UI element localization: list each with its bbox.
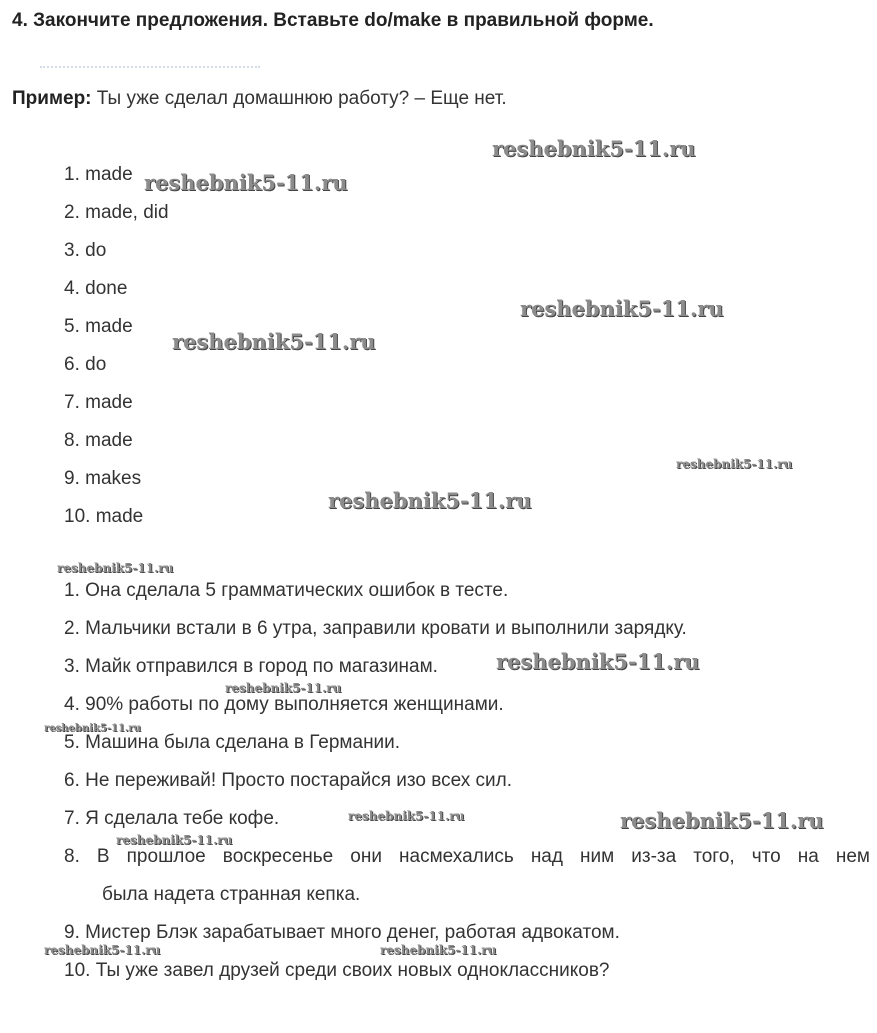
watermark: reshebnik5-11.ru (44, 723, 141, 734)
translation-item (64, 846, 870, 906)
translation-item: 2. Мальчики встали в 6 утра, заправили кровати и выполнили зарядку. (64, 618, 687, 639)
translation-item: 6. Не переживай! Просто постарайся изо всех сил. (64, 770, 513, 791)
answer-item: 5. made (64, 316, 133, 337)
watermark: reshebnik5-11.ru (172, 329, 376, 354)
translation-continuation: была надета странная кепка. (102, 884, 361, 905)
watermark: reshebnik5-11.ru (225, 681, 342, 695)
translation-item: 10. Ты уже завел друзей среди своих новых одноклассников? (64, 960, 610, 981)
exercise-title: 4. Закончите предложения. Вставьте do/make в правильной форме. (12, 10, 654, 31)
answer-item: 10. made (64, 506, 144, 527)
translation-item: 9. Мистер Блэк зарабатывает много денег, работая адвокатом. (64, 922, 620, 943)
answer-item: 3. do (64, 240, 107, 261)
watermark: reshebnik5-11.ru (496, 649, 700, 674)
translations-list (64, 580, 870, 998)
translation-line: 8. В прошлое воскресенье они насмехались над ним из-за того, что на нем (64, 846, 870, 867)
answers-list (64, 164, 169, 544)
answer-item: 6. do (64, 354, 107, 375)
translation-item: 5. Машина была сделана в Германии. (64, 732, 401, 753)
watermark: reshebnik5-11.ru (676, 457, 793, 471)
example-label: Пример: (12, 88, 92, 109)
watermark: reshebnik5-11.ru (116, 833, 233, 847)
watermark: reshebnik5-11.ru (144, 170, 348, 195)
watermark: reshebnik5-11.ru (57, 561, 174, 575)
answer-item: 1. made (64, 164, 133, 185)
answer-item: 7. made (64, 392, 133, 413)
answer-item: 4. done (64, 278, 128, 299)
watermark: reshebnik5-11.ru (348, 809, 465, 823)
translation-item: 4. 90% работы по дому выполняется женщинами. (64, 694, 504, 715)
watermark: reshebnik5-11.ru (620, 808, 824, 833)
watermark: reshebnik5-11.ru (520, 296, 724, 321)
watermark: reshebnik5-11.ru (328, 488, 532, 513)
answer-item: 8. made (64, 430, 133, 451)
faint-divider (40, 66, 260, 71)
answer-item: 2. made, did (64, 202, 169, 223)
watermark: reshebnik5-11.ru (492, 136, 696, 161)
example-text: Ты уже сделал домашнюю работу? – Еще нет. (96, 88, 507, 109)
watermark: reshebnik5-11.ru (44, 943, 161, 957)
answer-item: 9. makes (64, 468, 142, 489)
translation-item: 1. Она сделала 5 грамматических ошибок в тесте. (64, 580, 509, 601)
example-line (12, 88, 507, 110)
watermark: reshebnik5-11.ru (380, 943, 497, 957)
translation-item: 3. Майк отправился в город по магазинам. (64, 656, 438, 677)
translation-item: 7. Я сделала тебе кофе. (64, 808, 280, 829)
